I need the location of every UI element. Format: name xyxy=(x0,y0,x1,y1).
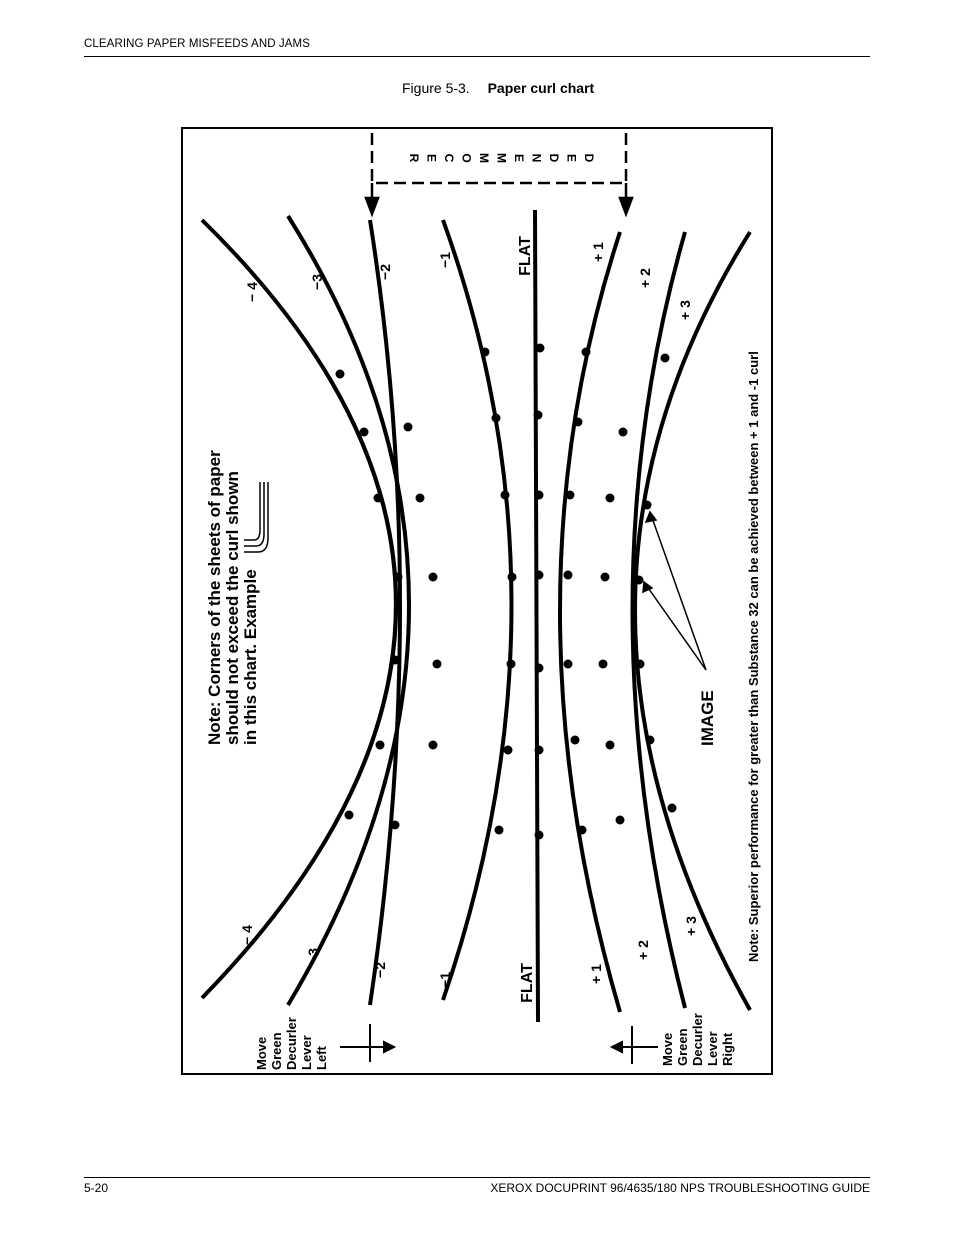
label-minus-2-bottom: −2 xyxy=(372,962,388,978)
label-minus-2-top: −2 xyxy=(377,264,393,280)
curve-minus-3 xyxy=(288,216,409,1005)
right-instruction-line: Decurler xyxy=(690,1013,705,1066)
running-header: CLEARING PAPER MISFEEDS AND JAMS xyxy=(84,38,311,50)
label-plus-2-bottom: + 2 xyxy=(635,940,651,960)
note-top-line: in this chart. Example xyxy=(241,569,260,745)
recommended-letter: R xyxy=(407,153,421,163)
recommended-letter: D xyxy=(547,153,561,163)
footer-rule xyxy=(84,1177,870,1178)
curve-minus-1 xyxy=(443,220,512,1000)
recommended-letter: E xyxy=(564,153,579,163)
recommended-letter: M xyxy=(494,153,509,163)
left-instruction-line: Left xyxy=(314,1046,329,1070)
recommended-letter: E xyxy=(424,153,439,163)
recommended-letter: O xyxy=(459,153,474,163)
note-top-line: should not exceed the curl shown xyxy=(223,471,242,745)
recommended-letter: D xyxy=(582,153,596,163)
curve-plus-3 xyxy=(635,232,750,1010)
note-top-line: Note: Corners of the sheets of paper xyxy=(205,450,224,745)
right-instruction-line: Lever xyxy=(705,1031,720,1066)
recommended-letter: N xyxy=(529,153,544,163)
label-minus-3-top: −3 xyxy=(309,274,325,290)
label-plus-3-bottom: + 3 xyxy=(683,916,699,936)
label-minus-1-bottom: −1 xyxy=(437,972,453,988)
label-minus-1-top: −1 xyxy=(437,252,453,268)
left-instruction-line: Move xyxy=(254,1036,269,1070)
label-flat-top: FLAT xyxy=(517,236,534,276)
label-plus-1-bottom: + 1 xyxy=(588,964,604,984)
move-right-arrow xyxy=(612,1026,658,1064)
guide-title: XEROX DOCUPRINT 96/4635/180 NPS TROUBLESHOOTING GUIDE xyxy=(490,1181,870,1195)
label-plus-3-top: + 3 xyxy=(677,300,693,320)
curve-flat xyxy=(535,210,538,1022)
curve-markers xyxy=(336,344,677,840)
move-left-arrow xyxy=(340,1024,394,1062)
recommended-letter: C xyxy=(442,153,456,163)
right-instruction-line: Green xyxy=(675,1028,690,1066)
figure-title: Paper curl chart xyxy=(487,80,595,96)
note-bottom: Note: Superior performance for greater than Substance 32 can be achieved between + 1 and -1 curl xyxy=(746,351,761,962)
page-number: 5-20 xyxy=(84,1181,109,1195)
curl-example-icon xyxy=(244,482,268,552)
recommended-letter: M xyxy=(477,153,491,163)
label-plus-2-top: + 2 xyxy=(637,268,653,288)
curve-plus-1 xyxy=(560,232,620,1012)
left-instruction-line: Decurler xyxy=(284,1017,299,1070)
image-label: IMAGE xyxy=(698,690,717,746)
left-instruction-line: Green xyxy=(269,1032,284,1070)
label-flat-bottom: FLAT xyxy=(519,963,536,1003)
recommended-letter: E xyxy=(512,153,526,163)
right-instruction-line: Right xyxy=(720,1032,735,1066)
label-minus-3-bottom: −3 xyxy=(305,948,321,964)
figure-number: Figure 5-3. xyxy=(402,80,470,96)
right-instruction-line: Move xyxy=(660,1032,675,1066)
label-minus-4-bottom: − 4 xyxy=(239,925,255,945)
recommended-arrows xyxy=(366,183,632,214)
label-plus-1-top: + 1 xyxy=(590,242,606,262)
label-minus-4-top: − 4 xyxy=(244,282,260,302)
recommended-letters xyxy=(407,153,596,163)
curve-plus-2 xyxy=(633,232,686,1008)
left-instruction-line: Lever xyxy=(299,1035,314,1070)
image-pointer xyxy=(643,512,706,670)
